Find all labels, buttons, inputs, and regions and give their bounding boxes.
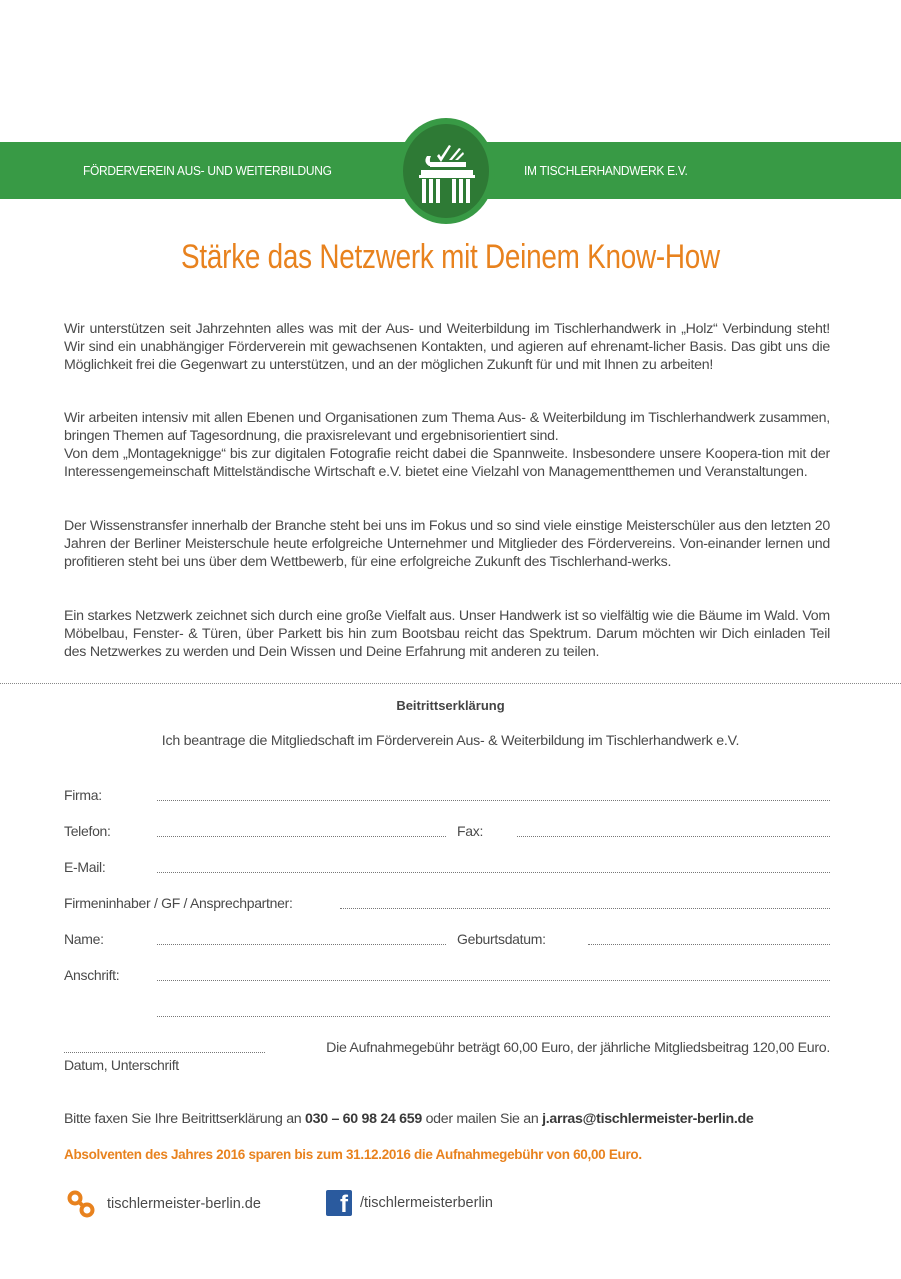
email-label: E-Mail: xyxy=(64,859,106,875)
anschrift-label: Anschrift: xyxy=(64,967,120,983)
facebook-icon: f xyxy=(326,1190,352,1216)
logo xyxy=(397,118,495,224)
fax-field[interactable] xyxy=(517,836,830,837)
name-label: Name: xyxy=(64,931,104,947)
cooperation-paragraph xyxy=(64,409,830,481)
inhaber-field[interactable] xyxy=(340,908,830,909)
firma-label: Firma: xyxy=(64,787,102,803)
promo-note: Absolventen des Jahres 2016 sparen bis zum 31.12.2016 die Aufnahmegebühr von 60,00 Euro. xyxy=(64,1147,642,1162)
name-field[interactable] xyxy=(157,944,446,945)
geburtsdatum-label: Geburtsdatum: xyxy=(457,931,546,947)
network-paragraph: Ein starkes Netzwerk zeichnet sich durch eine große Vielfalt aus. Unser Handwerk ist so vielfältig wie die Bäume im Wald. Vom Möbelbau, Fenster- & Türen, über Parkett bis hin zum Bootsbau reicht das Spektrum. Darum möchten wir Dich einladen Teil des Netzwerkes zu werden und Dein Wissen und Deine Erfahrung mit anderen zu teilen. xyxy=(64,608,830,660)
brandenburg-gate-plane-icon xyxy=(397,118,495,224)
telefon-field[interactable] xyxy=(157,836,446,837)
email-field[interactable] xyxy=(157,872,830,873)
contact-middle: oder mailen Sie an xyxy=(421,1111,543,1127)
cut-divider xyxy=(0,683,901,684)
contact-line xyxy=(64,1111,753,1127)
telefon-label: Telefon: xyxy=(64,823,111,839)
facebook-link[interactable] xyxy=(326,1190,493,1216)
anschrift-field-line2[interactable] xyxy=(157,1016,830,1017)
geburtsdatum-field[interactable] xyxy=(588,944,830,945)
intro-paragraph: Wir unterstützen seit Jahrzehnten alles was mit der Aus- und Weiterbildung im Tischlerhandwerk in „Holz“ Verbindung steht! Wir sind ein unabhängiger Förderverein mit gewachsenen Kontakten, und agieren auf ehrenamt-licher Basis. Das gibt uns die Möglichkeit frei die Gegenwart zu unterstützen, und an der möglichen Zukunft für und mit Ihnen zu arbeiten! xyxy=(64,321,830,373)
knowledge-transfer-paragraph: Der Wissenstransfer innerhalb der Branche steht bei uns im Fokus und so sind viele einstige Meisterschüler aus den letzten 20 Jahren der Berliner Meisterschule heute erfolgreiche Unternehmer und Mitglieder des Fördervereins. Von-einander lernen und profitieren steht bei uns über dem Wettbewerb, für eine erfolgreiche Zukunft des Tischlerhand-werks. xyxy=(64,518,830,570)
inhaber-label: Firmeninhaber / GF / Ansprechpartner: xyxy=(64,895,293,911)
facebook-text: /tischlermeisterberlin xyxy=(360,1195,493,1211)
firma-field[interactable] xyxy=(157,800,830,801)
cooperation-paragraph-line2: Von dem „Montageknigge“ bis zur digitalen Fotografie reicht dabei die Spannweite. Insbesondere unsere Koopera-tion mit der Interessengemeinschaft Mittelständische Wirtschaft e.V. bietet eine Vielzahl von Managementthemen und Veranstaltungen. xyxy=(64,446,830,480)
signature-label: Datum, Unterschrift xyxy=(64,1057,179,1073)
page-title: Stärke das Netzwerk mit Deinem Know-How xyxy=(181,238,720,276)
form-title: Beitrittserklärung xyxy=(396,698,505,713)
website-text: tischlermeister-berlin.de xyxy=(107,1196,261,1212)
anschrift-field-line1[interactable] xyxy=(157,980,830,981)
website-link[interactable] xyxy=(67,1190,261,1218)
fax-number: 030 – 60 98 24 659 xyxy=(305,1111,422,1127)
signature-field[interactable] xyxy=(64,1052,265,1053)
cooperation-paragraph-line1: Wir arbeiten intensiv mit allen Ebenen und Organisationen zum Thema Aus- & Weiterbildung im Tischlerhandwerk zusammen, bringen Themen auf Tagesordnung, die praxisrelevant und ergebnisorientiert sind. xyxy=(64,410,830,444)
banner-title-left: FÖRDERVEREIN AUS- UND WEITERBILDUNG xyxy=(83,163,332,178)
fee-note: Die Aufnahmegebühr beträgt 60,00 Euro, der jährliche Mitgliedsbeitrag 120,00 Euro. xyxy=(326,1040,830,1056)
contact-email-link[interactable]: j.arras@tischlermeister-berlin.de xyxy=(542,1111,754,1127)
contact-prefix: Bitte faxen Sie Ihre Beitrittserklärung an xyxy=(64,1111,306,1127)
banner-title-right: IM TISCHLERHANDWERK E.V. xyxy=(524,163,688,178)
fax-label: Fax: xyxy=(457,823,484,839)
link-chain-icon xyxy=(67,1190,95,1218)
form-intro: Ich beantrage die Mitgliedschaft im Förderverein Aus- & Weiterbildung im Tischlerhandwerk e.V. xyxy=(161,733,740,749)
